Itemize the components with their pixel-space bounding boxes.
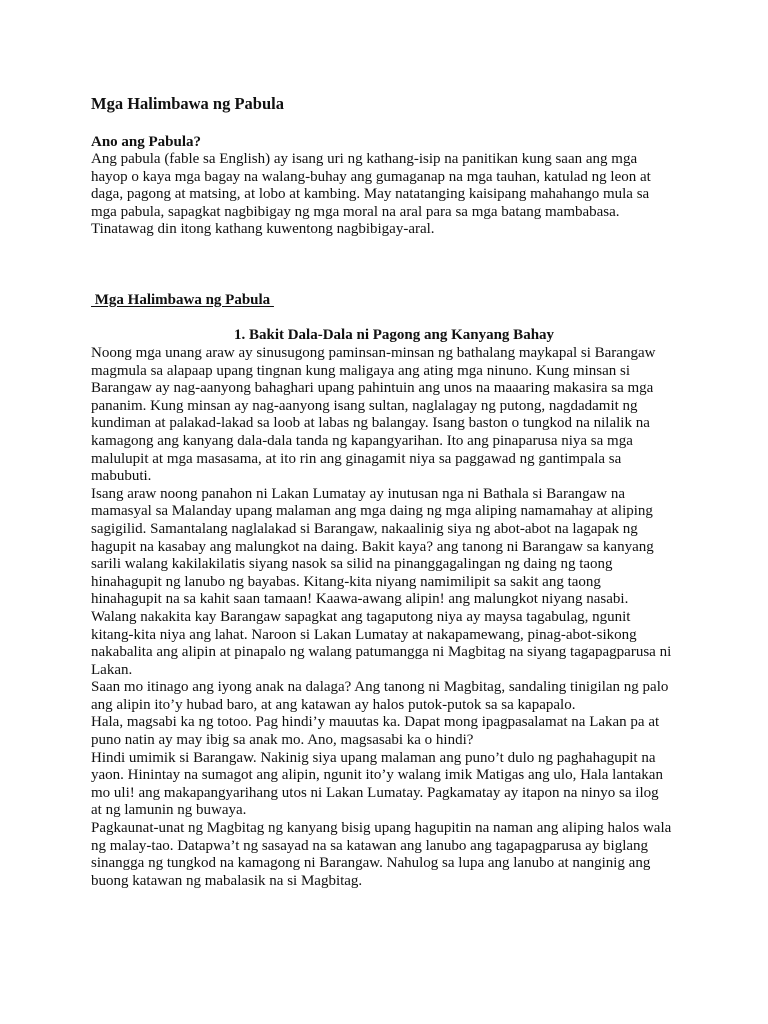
text-line: nakabalita ang alipin at pinapalo ng walang patumangga ni Magbitag na siyang tagapagparusa ni [91, 644, 672, 661]
text-line: buong katawan ng mabalasik na si Magbitag. [91, 872, 363, 889]
text-line: Hala, magsabi ka ng totoo. Pag hindi’y mauutas ka. Dapat mong ipagpasalamat na Lakan pa at [91, 714, 660, 731]
text-line: puno natin ay may ibig sa anak mo. Ano, magsasabi ka o hindi? [91, 732, 474, 749]
text-line: mabubuti. [91, 468, 152, 485]
text-line: Hindi umimik si Barangaw. Nakinig siya upang malaman ang puno’t dulo ng paghahagupit na [91, 749, 656, 766]
text-line: sinangga ng tungkod na kamagong ni Barangaw. Nahulog sa lupa ang lanubo at nanginig ang [91, 855, 651, 872]
section-heading: Mga Halimbawa ng Pabula [91, 292, 274, 308]
intro-heading: Ano ang Pabula? [91, 134, 202, 150]
text-line: magmula sa alapaap upang tingnan kung maligaya ang ating mga ninuno. Kung minsan si [91, 362, 631, 379]
text-line: kamagong ang kanyang dala-dala tanda ng kapangyarihan. Ito ang pinaparusa niya sa mga [91, 432, 633, 449]
story-title-row [0, 327, 768, 344]
text-line: mga pabula, sapagkat nagbibigay ng mga moral na aral para sa mga batang mambabasa. [91, 203, 620, 220]
text-line: Saan mo itinago ang iyong anak na dalaga? Ang tanong ni Magbitag, sandaling tinigilan ng palo [91, 679, 669, 696]
text-line: Barangaw ay nag-aanyong bahaghari upang pahintuin ang unos na maaaring makasira sa mga [91, 380, 654, 397]
intro-paragraph [91, 151, 691, 239]
text-line: mo uli! ang makapangyarihang utos ni Lakan Lumatay. Pagkamatay ay itapon na ninyo sa ilog [91, 784, 659, 801]
text-line: Pagkaunat-unat ng Magbitag ng kanyang bisig upang hagupitin na naman ang aliping halos wala [91, 820, 672, 837]
story-title: 1. Bakit Dala-Dala ni Pagong ang Kanyang Bahay [233, 327, 555, 343]
text-line: sarili walang kakilakilatis siyang nasok sa silid na pinanggagalingan ng daing ng taong [91, 556, 613, 573]
text-line: malulupit at mga masasama, at ito rin ang ginagamit niya sa paggawad ng gantimpala sa [91, 450, 622, 467]
text-line: daga, pagong at matsing, at lobo at kambing. May natatanging kaisipang mahahango mula sa [91, 186, 650, 203]
text-line: pananim. Kung minsan ay nag-aanyong isang sultan, naglalagay ng putong, nagdadamit ng [91, 397, 638, 414]
text-line: ng malay-tao. Datapwa’t ng sasayad na sa katawan ang lanubo ang tagapagparusa ay biglang [91, 837, 649, 854]
text-line: Ang pabula (fable sa English) ay isang uri ng kathang-isip na panitikan kung saan ang mga [91, 151, 638, 167]
text-line: kundiman at palakad-lakad sa loob at labas ng balangay. Isang baston o tungkod na nilalik na [91, 415, 650, 432]
text-line: mamasyal sa Malanday upang malaman ang mga daing ng mga aliping namamahay at aliping [91, 503, 653, 520]
story-body [91, 345, 691, 890]
text-line: Isang araw noong panahon ni Lakan Lumatay ay inutusan nga ni Bathala si Barangaw na [91, 485, 626, 502]
text-line: hinahagupit ng lanubo ng bayabas. Kitang-kita niyang namimilipit sa sakit ang taong [91, 573, 601, 590]
text-line: at ng lamunin ng buwaya. [91, 802, 247, 819]
document-title: Mga Halimbawa ng Pabula [91, 94, 284, 113]
text-line: hagupit na kasabay ang malungkot na daing. Bakit kaya? ang tanong ni Barangaw sa kanyang [91, 538, 654, 555]
text-line: hinahagupit na sa kahit saan tamaan! Kaawa-awang alipin! ang malungkot niyang nasabi. [91, 591, 629, 608]
text-line: Walang nakakita kay Barangaw sapagkat ang tagaputong niya ay maysa tagabulag, ngunit [91, 608, 631, 625]
text-line: sagigilid. Samantalang naglalakad si Barangaw, nakaalinig siya ng abot-abot na lagapak ng [91, 520, 638, 537]
text-line: Noong mga unang araw ay sinusugong paminsan-minsan ng bathalang maykapal si Barangaw [91, 345, 656, 361]
text-line: Lakan. [91, 661, 133, 678]
text-line: kitang-kita niya ang lahat. Naroon si Lakan Lumatay at nakapamewang, pinag-abot-sikong [91, 626, 637, 643]
text-line: Tinatawag din itong kathang kuwentong nagbibigay-aral. [91, 221, 435, 238]
text-line: yaon. Hinintay na sumagot ang alipin, ngunit ito’y walang imik Matigas ang ulo, Hala lantakan [91, 767, 663, 784]
text-line: hayop o kaya mga bagay na walang-buhay ang gumaganap na mga tauhan, katulad ng leon at [91, 168, 651, 185]
text-line: ang alipin ito’y hubad baro, at ang katawan ay halos putok-putok sa sa kapapalo. [91, 696, 576, 713]
